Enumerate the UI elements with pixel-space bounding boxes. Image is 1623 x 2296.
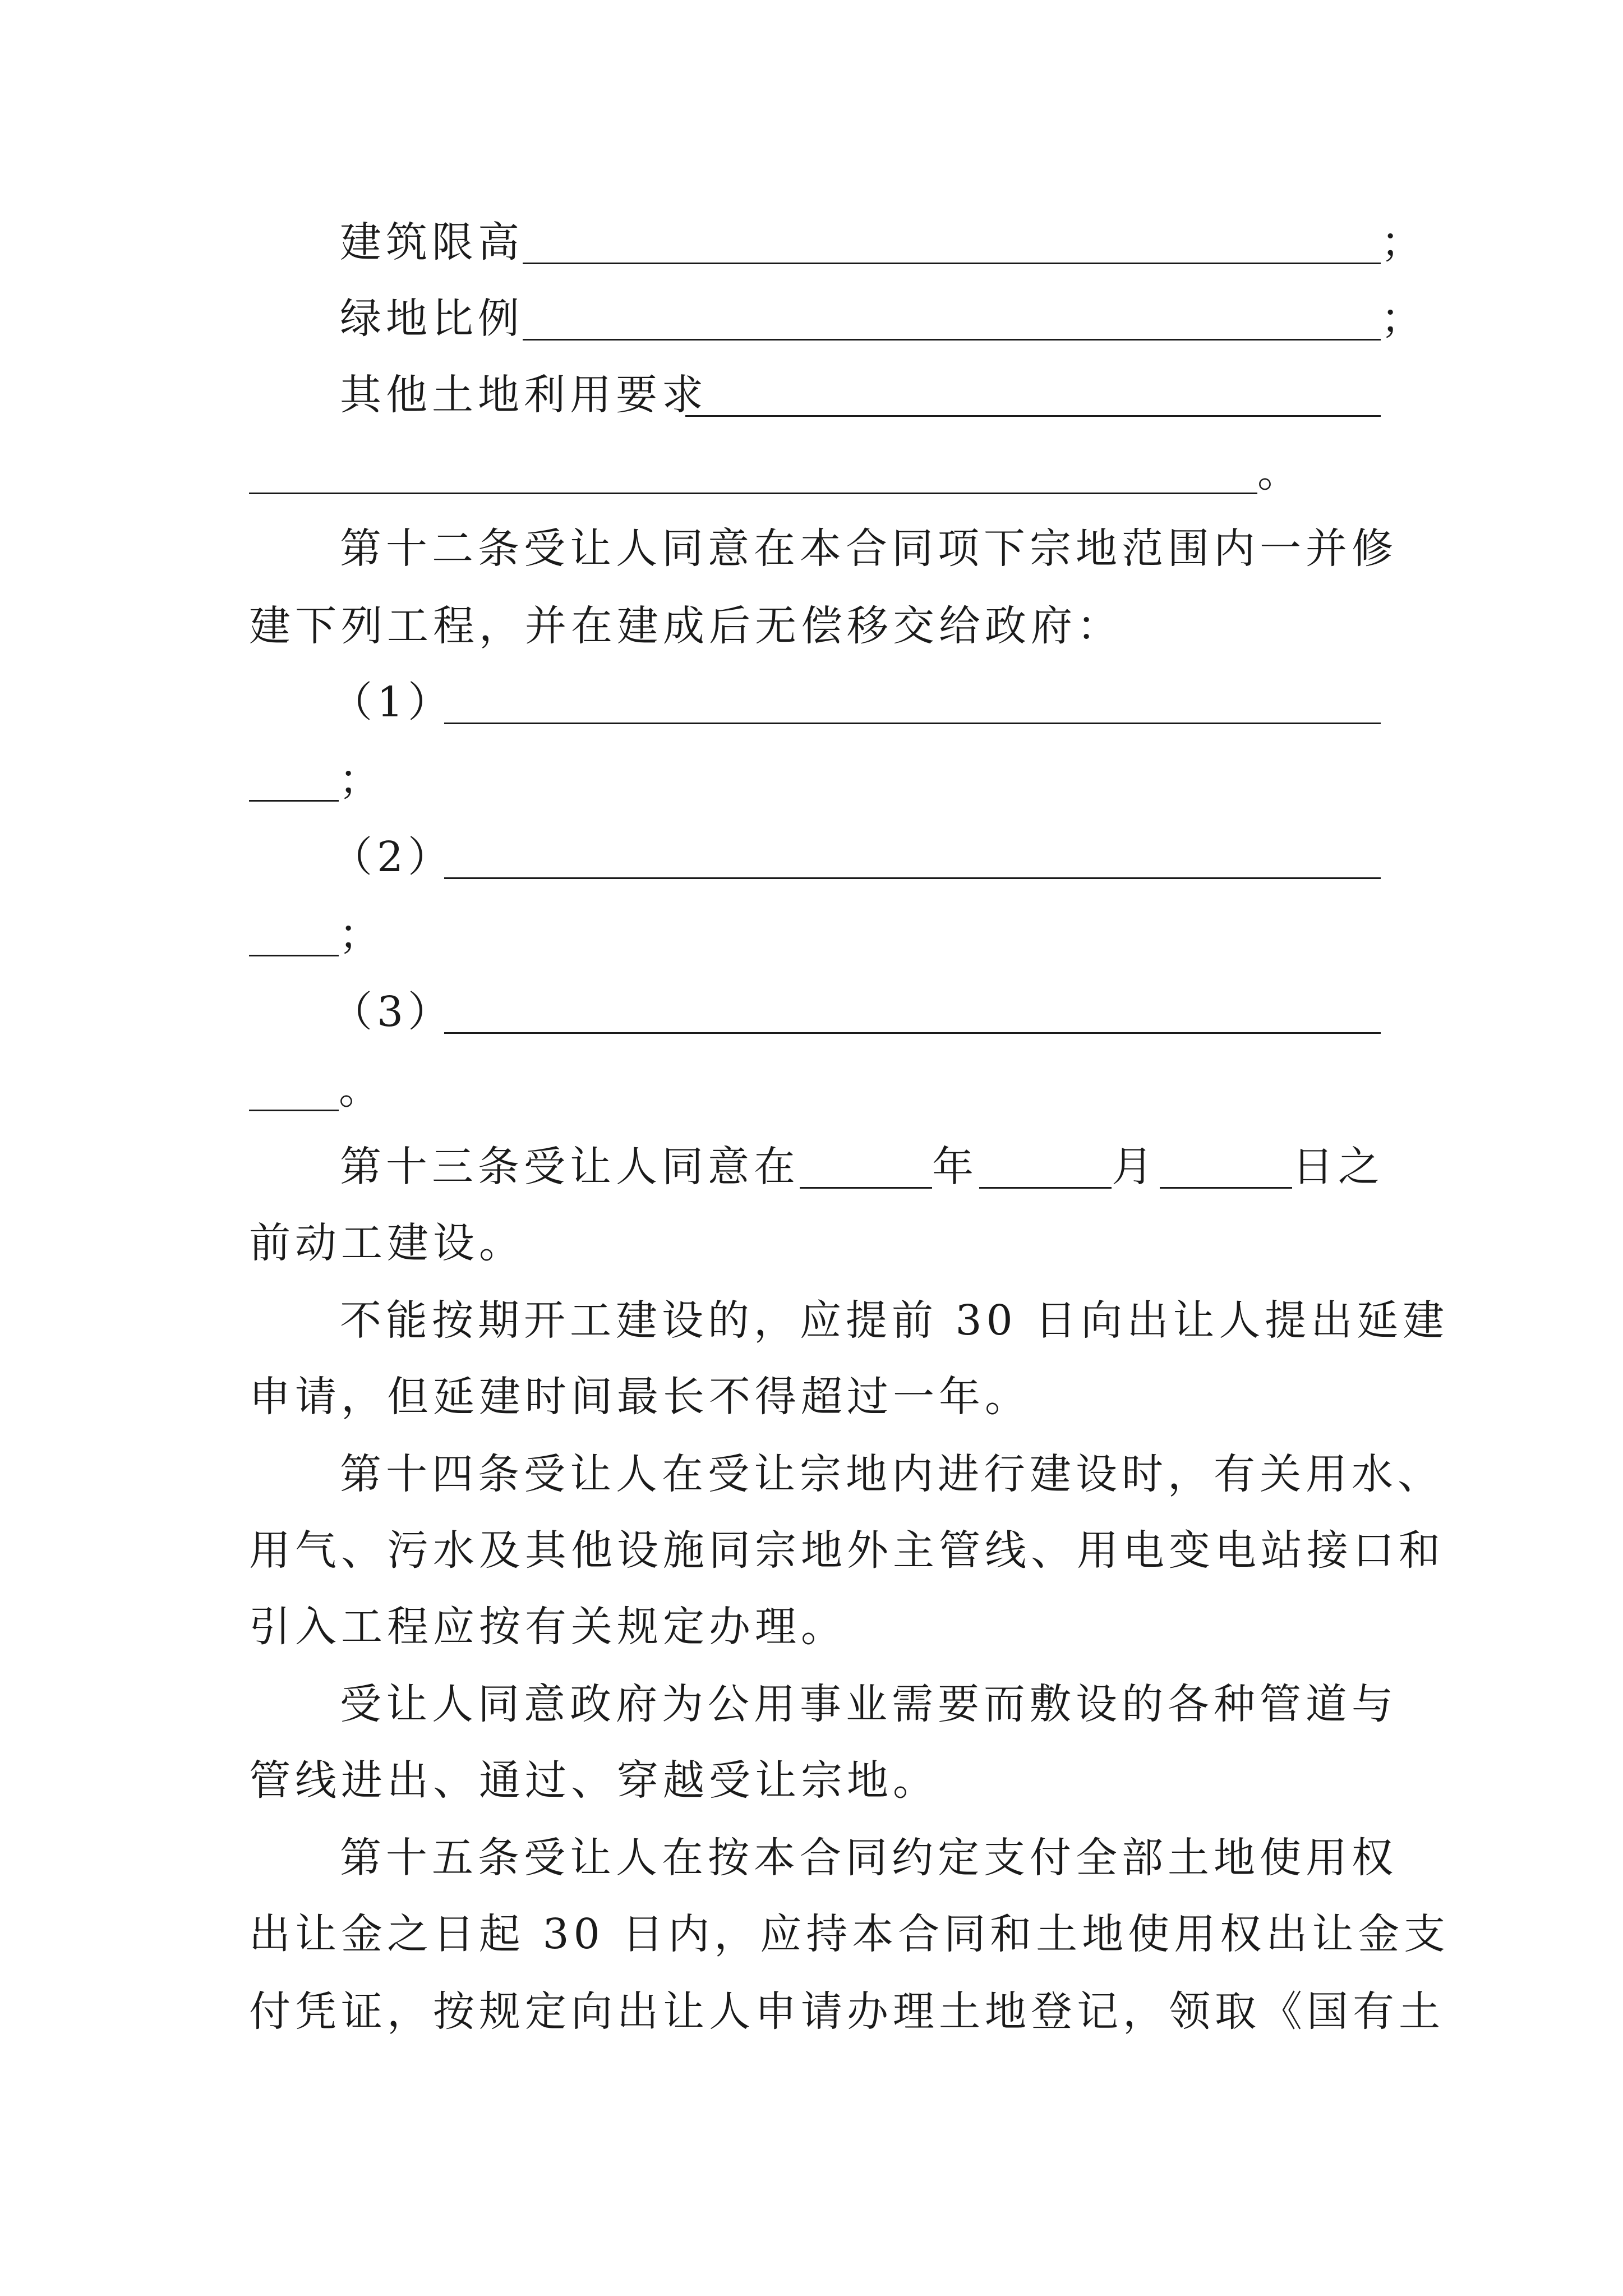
other-land-use-label: 其他土地利用要求 (340, 371, 708, 419)
article13-p2-line2: 申请，但延建时间最长不得超过一年。 (249, 1373, 1031, 1421)
article13-p2-line1: 不能按期开工建设的，应提前 30 日向出让人提出延建 (340, 1296, 1449, 1345)
article13-day-blank[interactable] (1160, 1187, 1292, 1189)
article14-line1: 第十四条受让人在受让宗地内进行建设时，有关用水、 (340, 1450, 1444, 1498)
article13-month-blank[interactable] (979, 1187, 1112, 1189)
green-ratio-label: 绿地比例 (340, 295, 524, 343)
building-height-blank[interactable] (523, 263, 1381, 264)
article12-item3-blank-1[interactable] (444, 1032, 1381, 1034)
article15-line3: 付凭证，按规定向出让人申请办理土地登记，领取《国有土 (249, 1987, 1445, 2036)
article13-year-label: 年 (932, 1143, 978, 1191)
other-land-use-end: 。 (1257, 448, 1299, 496)
article12-line1: 第十二条受让人同意在本合同项下宗地范围内一并修 (340, 524, 1398, 573)
article13-year-blank[interactable] (800, 1187, 932, 1189)
article13-month-label: 月 (1112, 1143, 1158, 1191)
article12-line2: 建下列工程，并在建成后无偿移交给政府： (249, 602, 1123, 650)
other-land-use-blank-1[interactable] (685, 415, 1381, 417)
article12-item1-end: ； (339, 756, 380, 804)
green-ratio-blank[interactable] (523, 339, 1381, 341)
article12-item2-blank-2[interactable] (249, 955, 339, 956)
article12-item1-label: （1） (331, 678, 454, 726)
article14-line3: 引入工程应按有关规定办理。 (249, 1603, 847, 1651)
other-land-use-blank-2[interactable] (249, 493, 1257, 494)
building-height-end: ； (1381, 218, 1422, 266)
article12-item3-label: （3） (331, 988, 454, 1036)
article13-start: 第十三条受让人同意在 (340, 1143, 800, 1191)
green-ratio-end: ； (1381, 295, 1422, 343)
article12-item1-blank-1[interactable] (444, 723, 1381, 724)
article12-item2-label: （2） (331, 833, 454, 881)
article14-p2-line2: 管线进出、通过、穿越受让宗地。 (249, 1756, 939, 1805)
article12-item3-blank-2[interactable] (249, 1110, 339, 1111)
article12-item3-end: 。 (339, 1065, 380, 1114)
article15-line1: 第十五条受让人在按本合同约定支付全部土地使用权 (340, 1834, 1398, 1882)
article14-line2: 用气、污水及其他设施同宗地外主管线、用电变电站接口和 (249, 1526, 1445, 1575)
article13-line2: 前动工建设。 (249, 1219, 525, 1267)
article15-line2: 出让金之日起 30 日内，应持本合同和土地使用权出让金支 (249, 1910, 1450, 1958)
article12-item2-blank-1[interactable] (444, 877, 1381, 879)
article14-p2-line1: 受让人同意政府为公用事业需要而敷设的各种管道与 (340, 1680, 1398, 1728)
article13-day-label: 日之 (1292, 1143, 1384, 1191)
article12-item1-blank-2[interactable] (249, 800, 339, 802)
building-height-label: 建筑限高 (340, 218, 524, 266)
article12-item2-end: ； (339, 910, 380, 959)
